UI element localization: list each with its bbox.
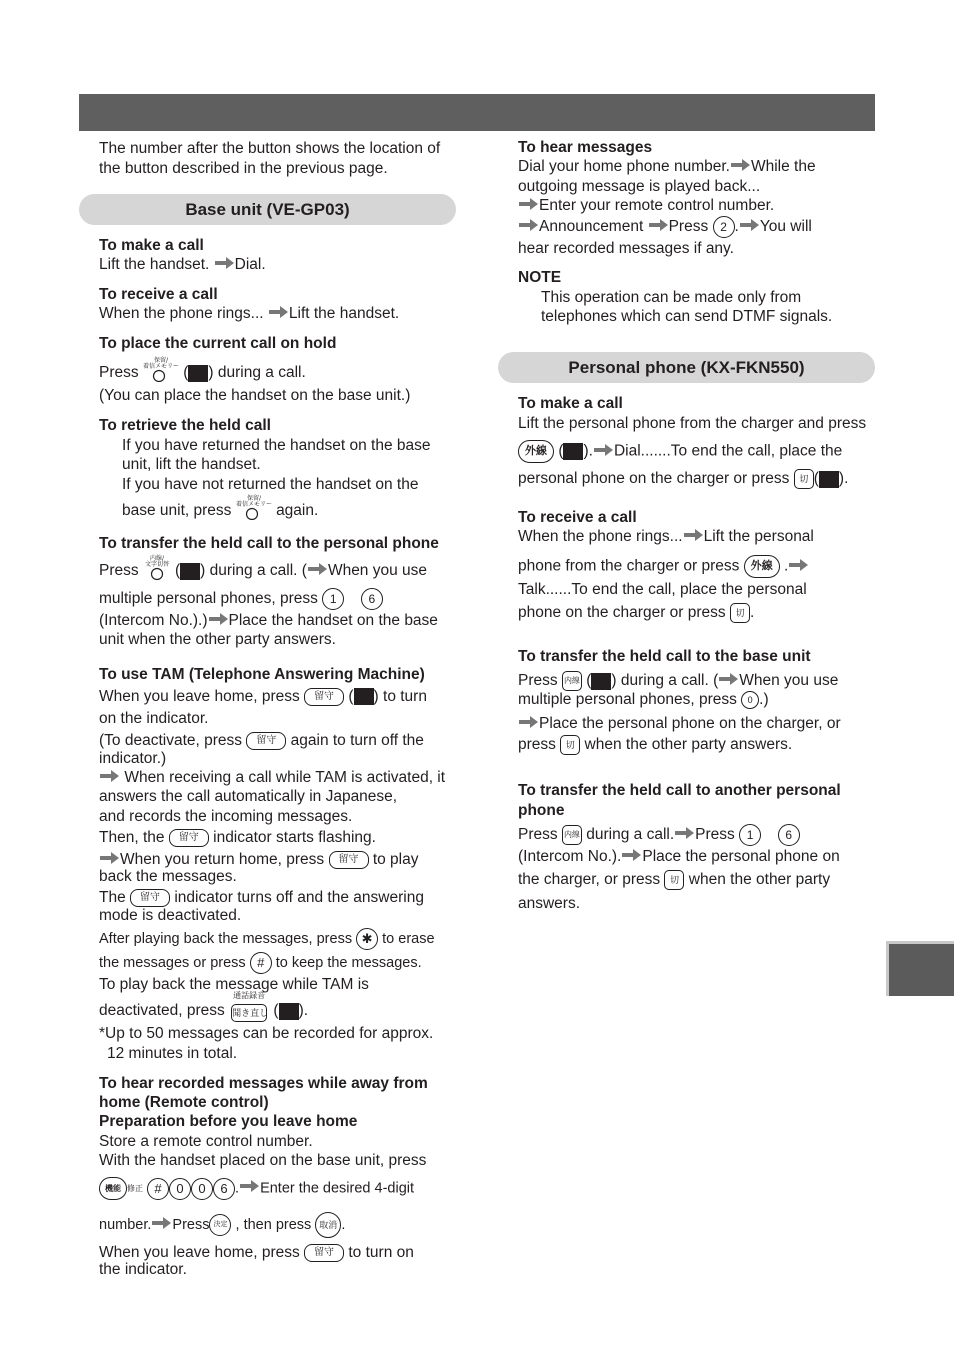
- side-tab: [886, 941, 954, 996]
- arrow-icon: [731, 159, 750, 171]
- key-location-marker: [354, 688, 374, 705]
- pp-transfer-other-line-2: (Intercom No.). Place the personal phone on: [518, 848, 840, 865]
- tam-line-6: answers the call automatically in Japanese,: [99, 788, 398, 805]
- arrow-icon: [789, 559, 808, 571]
- arrow-icon: [594, 444, 613, 456]
- tam-line-3: (To deactivate, press 留守 again to turn off the: [99, 732, 424, 749]
- retrieve-line-3: If you have not returned the handset on the: [122, 476, 419, 493]
- pp-make-call-heading: To make a call: [518, 395, 623, 412]
- tam-line-11: The 留守 indicator turns off and the answering: [99, 889, 424, 906]
- pp-transfer-other-heading-1: To transfer the held call to another personal: [518, 782, 841, 799]
- digit-6-key: 6: [778, 824, 800, 846]
- playback-key-icon: 通話録音 聞き直し: [229, 1000, 269, 1022]
- tam-line-9: When you return home, press 留守 to play: [99, 850, 418, 870]
- arrow-icon: [308, 563, 327, 575]
- transfer-line-4: unit when the other party answers.: [99, 631, 336, 648]
- tam-line-17: *Up to 50 messages can be recorded for approx.: [99, 1025, 434, 1042]
- pp-make-line-1: Lift the personal phone from the charger and press: [518, 415, 867, 432]
- svg-text:着信メモリー: 着信メモリー: [235, 501, 272, 508]
- arrow-icon: [622, 849, 641, 861]
- digit-6-key: 6: [361, 588, 383, 610]
- retrieve-line-1: If you have returned the handset on the base: [122, 437, 431, 454]
- remote-heading-3: Preparation before you leave home: [99, 1113, 358, 1130]
- arrow-icon: [100, 770, 119, 782]
- arrow-icon: [684, 529, 703, 541]
- end-call-key: 切: [560, 735, 580, 755]
- tam-line-7: and records the incoming messages.: [99, 808, 353, 825]
- rusu-key: 留守: [329, 851, 369, 869]
- gaisen-key: 外線: [518, 440, 554, 463]
- key-location-marker: [563, 443, 583, 460]
- pp-transfer-base-heading: To transfer the held call to the base unit: [518, 648, 811, 665]
- note-line-2: telephones which can send DTMF signals.: [541, 308, 833, 325]
- arrow-icon: [100, 852, 119, 864]
- pp-make-line-3: personal phone on the charger or press 切 ( ).: [518, 470, 849, 488]
- remote-line-1: Store a remote control number.: [99, 1133, 313, 1150]
- base-transfer-heading: To transfer the held call to the personal phone: [99, 535, 439, 552]
- tam-line-18: 12 minutes in total.: [107, 1045, 238, 1062]
- arrow-icon: [209, 613, 228, 625]
- hash-key: #: [147, 1178, 169, 1200]
- pp-transfer-base-line-2: multiple personal phones, press 0 .): [518, 691, 769, 708]
- arrow-icon: [519, 716, 538, 728]
- hold-key-icon: [235, 495, 272, 522]
- remote-line-6: the indicator.: [99, 1261, 187, 1278]
- digit-1-key: 1: [322, 588, 344, 610]
- base-hold-heading: To place the current call on hold: [99, 335, 337, 352]
- tam-heading: To use TAM (Telephone Answering Machine): [99, 666, 425, 683]
- tam-line-13: After playing back the messages, press ✱ to erase: [99, 928, 435, 950]
- tam-line-8: Then, the 留守 indicator starts flashing.: [99, 829, 376, 846]
- tam-line-5: When receiving a call while TAM is activated, it: [99, 768, 445, 788]
- remote-line-3: 機能 修正 # 0 0 6 . Enter the desired 4-digit: [99, 1177, 414, 1200]
- tam-line-12: mode is deactivated.: [99, 907, 242, 924]
- key-location-marker: [188, 365, 208, 382]
- hear-line-5: hear recorded messages if any.: [518, 240, 734, 257]
- svg-text:文字切替: 文字切替: [144, 561, 169, 568]
- svg-text:保留/: 保留/: [153, 357, 168, 364]
- hold-key-icon: [142, 357, 179, 384]
- base-hold-note: (You can place the handset on the base unit.): [99, 387, 411, 404]
- end-call-key: 切: [730, 603, 750, 623]
- base-make-call-heading: To make a call: [99, 237, 204, 254]
- key-location-marker: [180, 563, 200, 580]
- arrow-icon: [675, 827, 694, 839]
- svg-text:保留/: 保留/: [246, 495, 261, 502]
- tam-line-10: back the messages.: [99, 868, 237, 885]
- hear-line-4: Announcement Press 2 . You will: [518, 216, 812, 238]
- hash-key: #: [250, 952, 272, 974]
- digit-1-key: 1: [739, 824, 761, 846]
- transfer-line-3: (Intercom No.).) Place the handset on the base: [99, 612, 438, 629]
- arrow-icon: [719, 673, 738, 685]
- hear-line-1: Dial your home phone number. While the: [518, 158, 816, 175]
- pp-receive-line-1: When the phone rings... Lift the personal: [518, 528, 814, 545]
- rusu-key: 留守: [304, 688, 344, 706]
- arrow-icon: [215, 257, 234, 269]
- transfer-line-1: Press 内線/ 文字切替 ( ) during a call. ( When you use: [99, 560, 427, 582]
- remote-line-2: With the handset placed on the base unit, press: [99, 1152, 427, 1169]
- arrow-icon: [519, 198, 538, 210]
- pp-receive-line-2: phone from the charger or press 外線 .: [518, 555, 809, 578]
- pp-transfer-other-line-3: the charger, or press 切 when the other party: [518, 871, 831, 889]
- pp-transfer-other-line-4: answers.: [518, 895, 581, 912]
- arrow-icon: [240, 1180, 259, 1192]
- end-call-key: 切: [794, 469, 814, 489]
- hear-line-3: Enter your remote control number.: [518, 196, 774, 216]
- arrow-icon: [649, 219, 668, 231]
- remote-line-5: When you leave home, press 留守 to turn on: [99, 1244, 414, 1261]
- intercom-key: 内線: [562, 825, 582, 845]
- hear-line-2: outgoing message is played back...: [518, 178, 761, 195]
- pp-transfer-base-line-3: Place the personal phone on the charger, or: [518, 714, 841, 734]
- base-receive-call-heading: To receive a call: [99, 286, 218, 303]
- key-location-marker: [591, 673, 611, 690]
- rusu-key: 留守: [304, 1244, 344, 1262]
- digit-0-key: 0: [169, 1178, 191, 1200]
- arrow-icon: [269, 306, 288, 318]
- tam-line-1: When you leave home, press 留守 ( ) to turn: [99, 688, 427, 705]
- base-receive-call-line: When the phone rings... Lift the handset.: [99, 305, 400, 322]
- digit-0-key: 0: [741, 691, 759, 709]
- note-line-1: This operation can be made only from: [541, 289, 802, 306]
- digit-2-key: 2: [713, 216, 735, 238]
- pp-make-line-2: 外線 ( ). Dial.......To end the call, place the: [518, 440, 842, 463]
- rusu-key: 留守: [130, 889, 170, 907]
- intro-line-2: the button described in the previous page.: [99, 160, 388, 177]
- pp-receive-line-4: phone on the charger or press 切 .: [518, 604, 755, 622]
- svg-text:着信メモリー: 着信メモリー: [142, 363, 179, 370]
- rusu-key: 留守: [246, 732, 286, 750]
- pp-transfer-other-heading-2: phone: [518, 802, 565, 819]
- base-retrieve-heading: To retrieve the held call: [99, 417, 271, 434]
- svg-text:内線/: 内線/: [149, 555, 164, 562]
- rusu-key: 留守: [169, 829, 209, 847]
- digit-0-key: 0: [191, 1178, 213, 1200]
- key-location-marker: [279, 1003, 299, 1020]
- tam-line-4: indicator.): [99, 750, 167, 767]
- note-heading: NOTE: [518, 269, 562, 286]
- pp-receive-heading: To receive a call: [518, 509, 637, 526]
- digit-6-key: 6: [213, 1178, 235, 1200]
- remote-heading-2: home (Remote control): [99, 1094, 269, 1111]
- kinou-key: 機能: [99, 1177, 127, 1200]
- retrieve-line-4: base unit, press 保留/ 着信メモリー again.: [122, 500, 318, 522]
- tam-line-16: deactivated, press 通話録音 聞き直し ( ).: [99, 1000, 308, 1022]
- torikeshi-key: 取消: [315, 1212, 341, 1238]
- gaisen-key: 外線: [744, 555, 780, 578]
- retrieve-line-2: unit, lift the handset.: [122, 456, 261, 473]
- intercom-key: 内線: [562, 671, 582, 691]
- remote-heading-1: To hear recorded messages while away from: [99, 1075, 428, 1092]
- tam-line-15: To play back the message while TAM is: [99, 976, 369, 993]
- key-location-marker: [819, 471, 839, 488]
- intercom-key-icon: [143, 555, 175, 582]
- transfer-line-2: multiple personal phones, press 1 6: [99, 588, 383, 610]
- arrow-icon: [519, 219, 538, 231]
- pp-transfer-base-line-1: Press 内線 ( ) during a call. ( When you use: [518, 672, 839, 690]
- star-key: ✱: [356, 928, 378, 950]
- kettei-key: 決定: [209, 1214, 231, 1236]
- pp-transfer-other-line-1: Press 内線 during a call. Press 1 6: [518, 824, 800, 846]
- remote-line-4: number. Press 決定 , then press 取消 .: [99, 1212, 345, 1238]
- base-make-call-line: Lift the handset. Dial.: [99, 256, 266, 273]
- end-call-key: 切: [664, 870, 684, 890]
- tam-line-14: the messages or press # to keep the messages.: [99, 952, 422, 974]
- tam-line-2: on the indicator.: [99, 710, 209, 727]
- header-bar: [79, 94, 875, 131]
- arrow-icon: [152, 1217, 171, 1229]
- personal-phone-title: Personal phone (KX-FKN550): [498, 352, 875, 383]
- intro-line-1: The number after the button shows the location of: [99, 140, 441, 157]
- pp-transfer-base-line-4: press 切 when the other party answers.: [518, 736, 793, 754]
- pp-receive-line-3: Talk......To end the call, place the personal: [518, 581, 807, 598]
- base-unit-title: Base unit (VE-GP03): [79, 194, 456, 225]
- hear-heading: To hear messages: [518, 139, 653, 156]
- base-hold-line: Press 保留/ 着信メモリー ( ) during a call.: [99, 362, 306, 384]
- arrow-icon: [740, 219, 759, 231]
